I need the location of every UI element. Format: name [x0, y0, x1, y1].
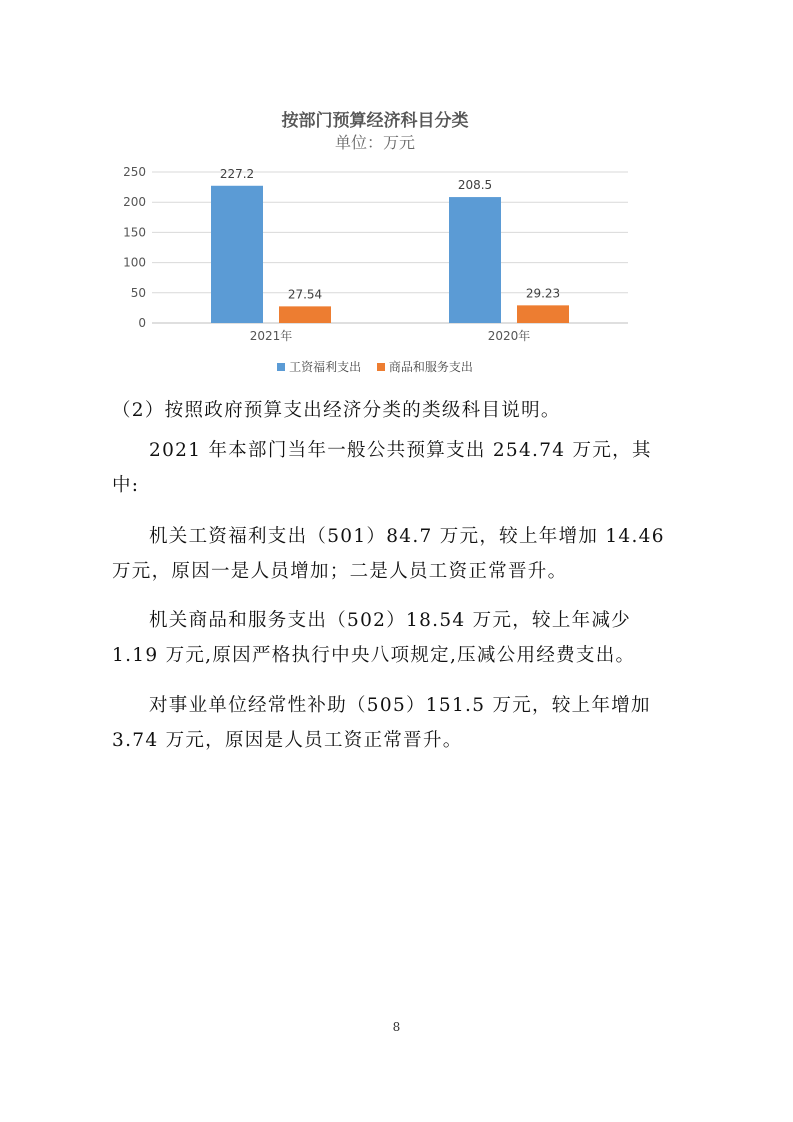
y-tick-label: 100 — [123, 255, 146, 270]
legend-item-goods — [377, 358, 473, 375]
y-tick-label: 50 — [130, 285, 146, 300]
chart — [110, 100, 640, 385]
chart-title: 按部门预算经济科目分类 — [281, 111, 469, 131]
y-tick-label: 150 — [123, 225, 146, 240]
bar — [279, 306, 331, 323]
data-label: 27.54 — [287, 287, 323, 302]
legend-item-salary — [277, 358, 361, 375]
paragraph-goods-services-expenditure: 机关商品和服务支出（502）18.54 万元，较上年减少 1.19 万元,原因严格执行中央八项规定,压减公用经费支出。 — [112, 610, 636, 666]
data-label: 29.23 — [525, 286, 561, 301]
paragraph-salary-expenditure: 机关工资福利支出（501）84.7 万元，较上年增加 14.46 万元，原因一是人员增加；二是人员工资正常晋升。 — [112, 526, 665, 582]
bar-chart — [110, 160, 640, 350]
paragraph-section-title: （2）按照政府预算支出经济分类的类级科目说明。 — [112, 400, 561, 421]
paragraph-total-expenditure: 2021 年本部门当年一般公共预算支出 254.74 万元，其中: — [112, 440, 652, 496]
y-tick-label: 200 — [123, 195, 146, 210]
bar — [517, 305, 569, 323]
chart-unit: 单位：万元 — [334, 133, 415, 152]
x-tick-label: 2021年 — [249, 329, 293, 343]
y-tick-label: 0 — [138, 316, 146, 330]
page-number: 8 — [392, 1020, 401, 1034]
data-label: 208.5 — [457, 178, 493, 193]
chart-legend — [110, 358, 640, 375]
x-tick-label: 2020年 — [487, 329, 531, 343]
paragraph-subsidy-expenditure: 对事业单位经常性补助（505）151.5 万元，较上年增加 3.74 万元，原因是人员工资正常晋升。 — [112, 695, 651, 751]
legend-label-salary: 工资福利支出 — [289, 360, 362, 374]
data-label: 227.2 — [219, 166, 255, 181]
legend-swatch-salary — [277, 363, 285, 371]
legend-label-goods: 商品和服务支出 — [388, 360, 473, 374]
bar — [211, 186, 263, 323]
bar — [449, 197, 501, 323]
y-tick-label: 250 — [123, 165, 146, 179]
legend-swatch-goods — [377, 363, 385, 371]
